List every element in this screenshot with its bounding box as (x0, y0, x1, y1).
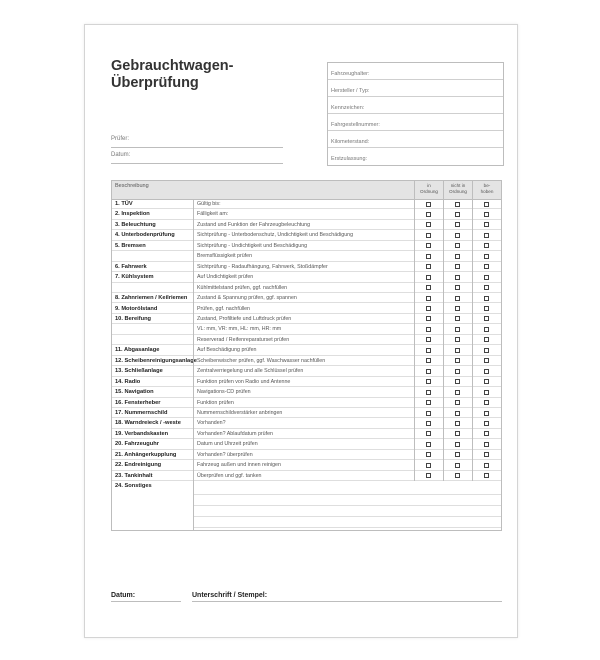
header-in-ordnung (414, 181, 443, 199)
cb-in-ordnung-checkbox[interactable] (426, 400, 431, 405)
cb-nicht-in-ordnung-checkbox[interactable] (455, 442, 460, 447)
row-description: Überprüfen und ggf. tanken (197, 472, 262, 479)
cb-nicht-in-ordnung-checkbox[interactable] (455, 285, 460, 290)
cb-nicht-in-ordnung-checkbox[interactable] (455, 316, 460, 321)
vehicle-field-label: Hersteller / Typ: (331, 88, 370, 94)
vehicle-field[interactable] (328, 131, 503, 148)
row-description: Navigations-CD prüfen (197, 389, 251, 396)
cb-in-ordnung-checkbox[interactable] (426, 285, 431, 290)
sonstiges-line[interactable] (193, 494, 501, 495)
cb-behoben-checkbox[interactable] (484, 473, 489, 478)
cb-in-ordnung-checkbox[interactable] (426, 463, 431, 468)
footer-unterschrift-label: Unterschrift / Stempel: (192, 592, 268, 599)
header-nicht-in-ordnung-line1: nicht in (450, 183, 466, 188)
row-category: 7. Kühlsystem (115, 274, 154, 281)
cb-in-ordnung-checkbox[interactable] (426, 222, 431, 227)
cb-nicht-in-ordnung-checkbox[interactable] (455, 275, 460, 280)
header-behoben-line1: be- (483, 183, 491, 188)
row-category: 19. Verbandskasten (115, 430, 169, 437)
vehicle-field[interactable] (328, 148, 503, 165)
cb-behoben-checkbox[interactable] (484, 379, 489, 384)
pruefer-label: Prüfer: (111, 136, 130, 142)
datum-label: Datum: (111, 152, 131, 158)
row-description: Bremsflüssigkeit prüfen (197, 253, 253, 260)
row-description: VL: mm, VR: mm, HL: mm, HR: mm (197, 326, 282, 333)
row-description: Datum und Uhrzeit prüfen (197, 441, 258, 448)
cb-behoben-checkbox[interactable] (484, 337, 489, 342)
behoben-column-divider (472, 199, 473, 481)
cb-nicht-in-ordnung-checkbox[interactable] (455, 264, 460, 269)
cb-nicht-in-ordnung-checkbox[interactable] (455, 369, 460, 374)
row-description: Nummernschildverstärker anbringen (197, 410, 283, 416)
vehicle-field[interactable] (328, 114, 503, 131)
cb-nicht-in-ordnung-checkbox[interactable] (455, 473, 460, 478)
cb-nicht-in-ordnung-checkbox[interactable] (455, 212, 460, 217)
row-description: Vorhanden? Ablaufdatum prüfen (197, 430, 273, 437)
cb-in-ordnung-checkbox[interactable] (426, 421, 431, 426)
cb-nicht-in-ordnung-checkbox[interactable] (455, 421, 460, 426)
row-category: 5. Bremsen (115, 242, 146, 249)
cb-nicht-in-ordnung-checkbox[interactable] (455, 306, 460, 311)
cb-nicht-in-ordnung-checkbox[interactable] (455, 327, 460, 332)
row-description: Kühlmittelstand prüfen, ggf. nachfüllen (197, 284, 288, 291)
cb-behoben-checkbox[interactable] (484, 316, 489, 321)
row-description: Sichtprüfung - Undichtigkeit und Beschädigung (197, 242, 308, 249)
row-description: Funktion prüfen (197, 399, 234, 406)
cb-in-ordnung-checkbox[interactable] (426, 306, 431, 311)
row-description: Fälligkeit am: (197, 211, 229, 218)
cb-in-ordnung-checkbox[interactable] (426, 296, 431, 301)
vehicle-info-box (327, 62, 504, 166)
footer-datum-label: Datum: (111, 592, 136, 599)
sonstiges-line[interactable] (193, 505, 501, 506)
vehicle-field-label: Fahrzeughalter: (331, 71, 370, 77)
cb-behoben-checkbox[interactable] (484, 264, 489, 269)
nicht-in-ordnung-column-divider (443, 199, 444, 481)
cb-in-ordnung-checkbox[interactable] (426, 473, 431, 478)
cb-in-ordnung-checkbox[interactable] (426, 233, 431, 238)
row-description: Vorhanden? (197, 420, 226, 427)
cb-behoben-checkbox[interactable] (484, 431, 489, 436)
row-description: Auf Beschädigung prüfen (197, 347, 257, 354)
row-category: 9. Motorölstand (115, 305, 158, 312)
cb-nicht-in-ordnung-checkbox[interactable] (455, 431, 460, 436)
cb-in-ordnung-checkbox[interactable] (426, 431, 431, 436)
cb-nicht-in-ordnung-checkbox[interactable] (455, 254, 460, 259)
cb-behoben-checkbox[interactable] (484, 202, 489, 207)
vehicle-field[interactable] (328, 97, 503, 114)
cb-nicht-in-ordnung-checkbox[interactable] (455, 390, 460, 395)
header-in-ordnung-line1: in (427, 183, 431, 188)
cb-in-ordnung-checkbox[interactable] (426, 243, 431, 248)
header-in-ordnung-line2: Ordnung (420, 188, 438, 194)
row-category: 16. Fensterheber (115, 399, 161, 406)
row-description: Fahrzeug außen und innen reinigen (197, 462, 281, 469)
cb-in-ordnung-checkbox[interactable] (426, 202, 431, 207)
vehicle-field-label: Erstzulassung: (331, 156, 368, 162)
cb-in-ordnung-checkbox[interactable] (426, 337, 431, 342)
description-column-divider (193, 199, 194, 530)
cb-in-ordnung-checkbox[interactable] (426, 316, 431, 321)
footer-unterschrift-line[interactable] (192, 601, 502, 602)
row-category: 15. Navigation (115, 389, 154, 396)
cb-nicht-in-ordnung-checkbox[interactable] (455, 463, 460, 468)
cb-nicht-in-ordnung-checkbox[interactable] (455, 243, 460, 248)
title-line-1: Gebrauchtwagen- (111, 58, 234, 74)
cb-in-ordnung-checkbox[interactable] (426, 348, 431, 353)
row-category: 14. Radio (115, 378, 141, 385)
cb-behoben-checkbox[interactable] (484, 285, 489, 290)
cb-nicht-in-ordnung-checkbox[interactable] (455, 296, 460, 301)
row-description: Zentralverriegelung und alle Schlüssel prüfen (197, 368, 304, 375)
row-description: Sichtprüfung - Unterbodenschutz, Undichtigkeit und Beschädigung (197, 232, 354, 239)
cb-in-ordnung-checkbox[interactable] (426, 411, 431, 416)
vehicle-field-label: Kennzeichen: (331, 105, 365, 111)
cb-in-ordnung-checkbox[interactable] (426, 275, 431, 280)
cb-in-ordnung-checkbox[interactable] (426, 390, 431, 395)
cb-in-ordnung-checkbox[interactable] (426, 369, 431, 374)
row-description: Reserverad / Reifenreparaturset prüfen (197, 336, 290, 343)
row-description: Scheibenwischer prüfen, ggf. Waschwasser nachfüllen (197, 357, 326, 364)
cb-behoben-checkbox[interactable] (484, 390, 489, 395)
cb-in-ordnung-checkbox[interactable] (426, 452, 431, 457)
cb-in-ordnung-checkbox[interactable] (426, 358, 431, 363)
row-category: 10. Bereifung (115, 315, 152, 322)
row-category: 1. TÜV (115, 201, 133, 207)
cb-behoben-checkbox[interactable] (484, 442, 489, 447)
row-category: 18. Warndreieck / -weste (115, 420, 181, 427)
row-category: 13. Schließanlage (115, 368, 163, 375)
sonstiges-line[interactable] (193, 527, 501, 528)
cb-behoben-checkbox[interactable] (484, 421, 489, 426)
cb-behoben-checkbox[interactable] (484, 369, 489, 374)
sonstiges-label: 24. Sonstiges (115, 483, 152, 490)
cb-behoben-checkbox[interactable] (484, 411, 489, 416)
header-nicht-in-ordnung-line2: Ordnung (449, 188, 467, 194)
cb-in-ordnung-checkbox[interactable] (426, 379, 431, 384)
cb-nicht-in-ordnung-checkbox[interactable] (455, 348, 460, 353)
cb-nicht-in-ordnung-checkbox[interactable] (455, 202, 460, 207)
cb-behoben-checkbox[interactable] (484, 463, 489, 468)
row-category: 23. Tankinhalt (115, 472, 153, 479)
cb-nicht-in-ordnung-checkbox[interactable] (455, 400, 460, 405)
cb-in-ordnung-checkbox[interactable] (426, 254, 431, 259)
cb-nicht-in-ordnung-checkbox[interactable] (455, 411, 460, 416)
cb-behoben-checkbox[interactable] (484, 306, 489, 311)
title-line-2: Überprüfung (111, 75, 199, 91)
table-header (112, 181, 501, 200)
vehicle-field-label: Kilometerstand: (331, 139, 370, 145)
row-category: 20. Fahrzeuguhr (115, 441, 159, 448)
header-nicht-in-ordnung (443, 181, 472, 199)
checklist-table (111, 180, 502, 531)
in-ordnung-column-divider (414, 199, 415, 481)
header-behoben (472, 181, 501, 199)
footer-datum-line[interactable] (111, 601, 181, 602)
row-description: Vorhanden? überprüfen (197, 451, 253, 458)
cb-behoben-checkbox[interactable] (484, 296, 489, 301)
cb-behoben-checkbox[interactable] (484, 358, 489, 363)
pruefer-field[interactable] (111, 132, 283, 148)
row-description: Zustand & Spannung prüfen, ggf. spannen (197, 295, 297, 302)
cb-behoben-checkbox[interactable] (484, 275, 489, 280)
document-title (111, 58, 233, 92)
vehicle-field[interactable] (328, 80, 503, 97)
cb-nicht-in-ordnung-checkbox[interactable] (455, 452, 460, 457)
cb-nicht-in-ordnung-checkbox[interactable] (455, 379, 460, 384)
cb-behoben-checkbox[interactable] (484, 452, 489, 457)
cb-behoben-checkbox[interactable] (484, 233, 489, 238)
cb-nicht-in-ordnung-checkbox[interactable] (455, 337, 460, 342)
row-description: Sichtprüfung - Radaufhängung, Fahrwerk, Stoßdämpfer (197, 263, 328, 270)
sonstiges-row (112, 481, 501, 491)
row-category: 8. Zahnriemen / Keilriemen (115, 295, 188, 302)
row-description: Zustand, Profiltiefe und Luftdruck prüfen (197, 315, 292, 322)
cb-in-ordnung-checkbox[interactable] (426, 264, 431, 269)
row-category: 2. Inspektion (115, 211, 150, 218)
row-category: 22. Endreinigung (115, 462, 162, 469)
cb-nicht-in-ordnung-checkbox[interactable] (455, 358, 460, 363)
cb-behoben-checkbox[interactable] (484, 400, 489, 405)
row-category: 21. Anhängerkupplung (115, 451, 177, 458)
row-category: 4. Unterbodenprüfung (115, 232, 175, 239)
row-category: 17. Nummernschild (115, 410, 168, 416)
sonstiges-line[interactable] (193, 516, 501, 517)
cb-behoben-checkbox[interactable] (484, 212, 489, 217)
header-description: Beschreibung (115, 183, 149, 189)
cb-behoben-checkbox[interactable] (484, 254, 489, 259)
row-category: 6. Fahrwerk (115, 263, 147, 270)
cb-in-ordnung-checkbox[interactable] (426, 442, 431, 447)
row-description: Auf Undichtigkeit prüfen (197, 274, 254, 281)
cb-behoben-checkbox[interactable] (484, 327, 489, 332)
cb-in-ordnung-checkbox[interactable] (426, 212, 431, 217)
cb-in-ordnung-checkbox[interactable] (426, 327, 431, 332)
cb-behoben-checkbox[interactable] (484, 243, 489, 248)
row-description: Funktion prüfen von Radio und Antenne (197, 378, 291, 385)
header-behoben-line2: hoben (480, 188, 494, 194)
cb-nicht-in-ordnung-checkbox[interactable] (455, 233, 460, 238)
row-category: 3. Beleuchtung (115, 221, 156, 228)
row-category: 12. Scheibenreinigungsanlage (115, 357, 197, 364)
cb-nicht-in-ordnung-checkbox[interactable] (455, 222, 460, 227)
row-description: Zustand und Funktion der Fahrzeugbeleuchtung (197, 221, 311, 228)
row-description: Gültig bis: (197, 201, 221, 207)
cb-behoben-checkbox[interactable] (484, 222, 489, 227)
cb-behoben-checkbox[interactable] (484, 348, 489, 353)
row-category: 11. Abgasanlage (115, 347, 160, 354)
vehicle-field[interactable] (328, 63, 503, 80)
row-description: Prüfen, ggf. nachfüllen (197, 305, 251, 312)
vehicle-field-label: Fahrgestellnummer: (331, 122, 380, 128)
datum-field[interactable] (111, 148, 283, 164)
